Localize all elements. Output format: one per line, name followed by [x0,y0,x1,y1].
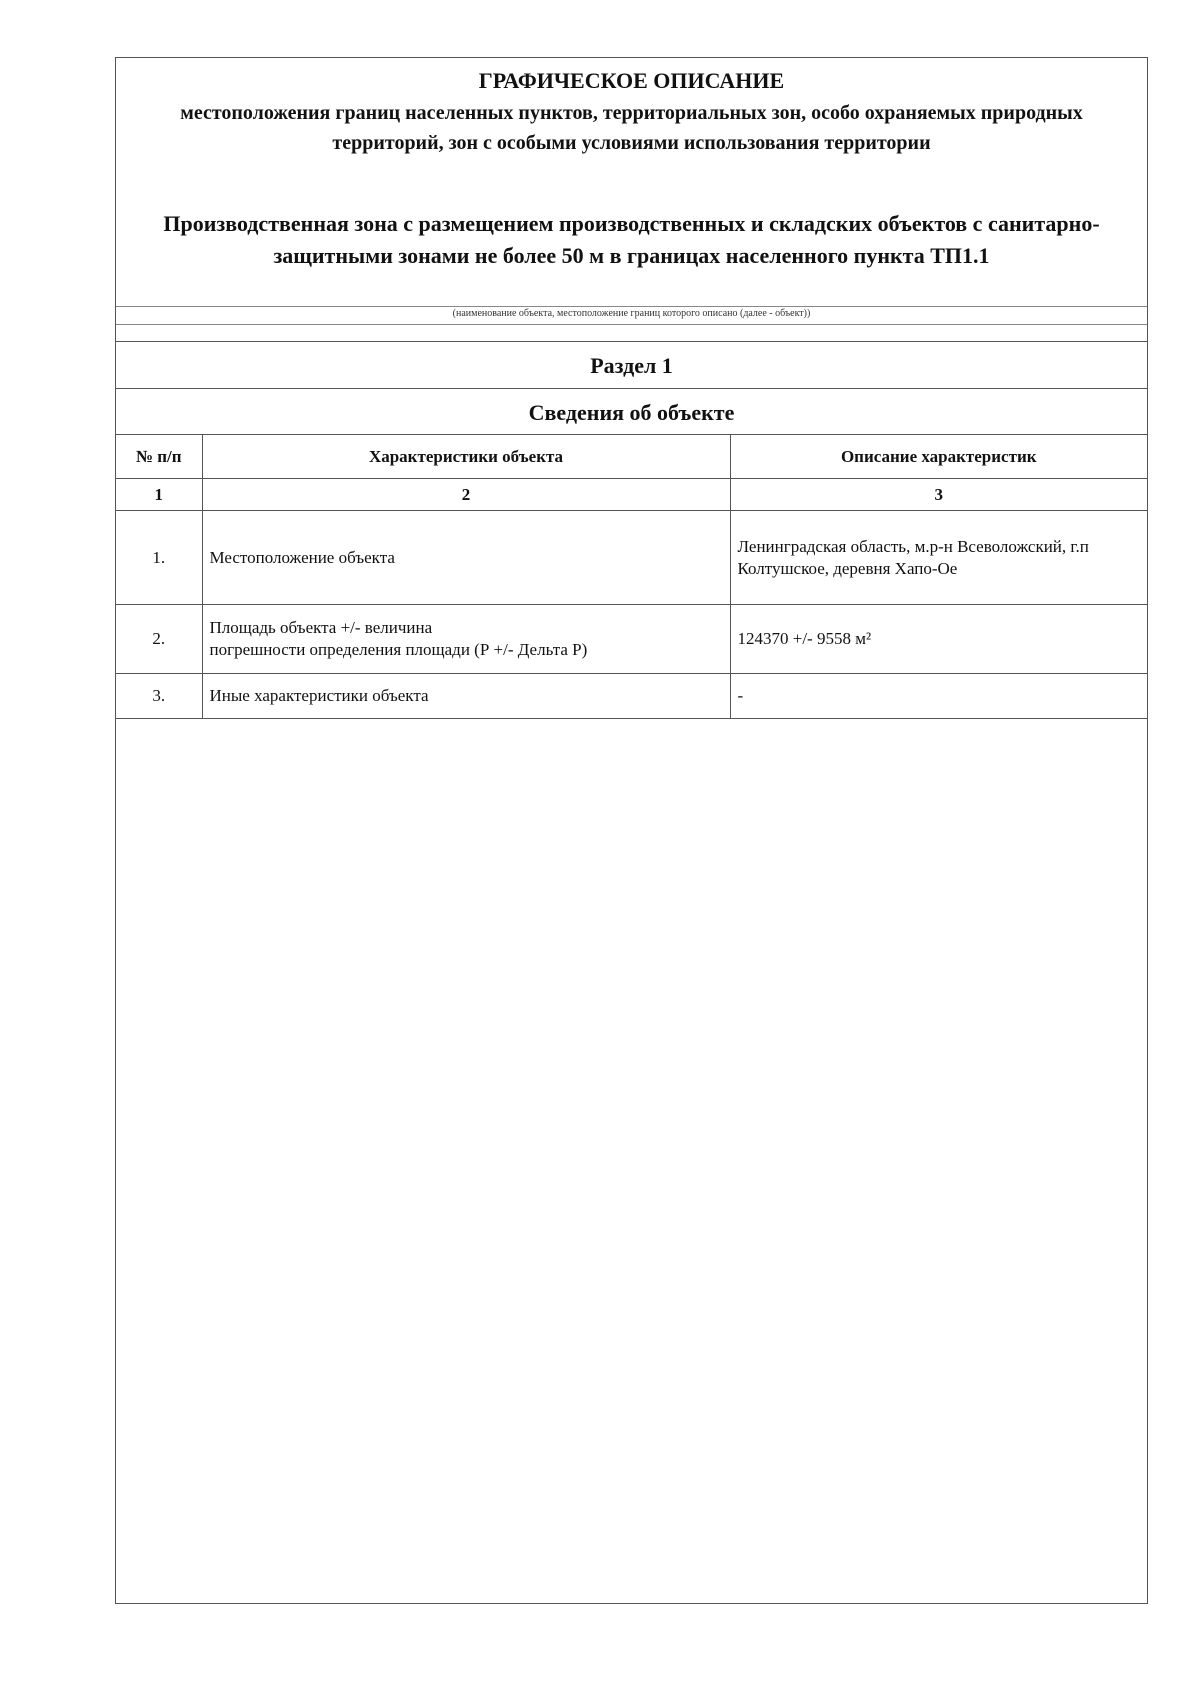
column-number: 1 [116,479,202,511]
document-title: ГРАФИЧЕСКОЕ ОПИСАНИЕ [478,68,785,93]
table-row [116,674,1147,719]
object-name-caption: (наименование объекта, местоположение границ которого описано (далее - объект)) [452,308,811,319]
row-number: 2. [116,605,202,674]
section-title: Сведения об объекте [528,400,735,425]
row-characteristic: Местоположение объекта [202,511,730,605]
caption-top-rule [116,306,1147,307]
table-row [116,605,1147,674]
column-header-number: № п/п [116,435,202,479]
section-top-rule [116,341,1147,342]
document-frame [115,57,1148,1604]
caption-bottom-rule [116,324,1147,325]
column-header-characteristic: Характеристики объекта [202,435,730,479]
row-description: - [730,674,1147,719]
object-name: Производственная зона с размещением производственных и складских объектов с санитарно-защитными зонами не более 50 м в границах населенного пункта ТП1.1 [163,211,1100,268]
table-header-row [116,435,1147,479]
row-characteristic: Иные характеристики объекта [202,674,730,719]
row-characteristic-line: Площадь объекта +/- величина [209,618,433,637]
row-characteristic-line: погрешности определения площади (Р +/- Дельта Р) [209,640,588,659]
document-subtitle: местоположения границ населенных пунктов, территориальных зон, особо охраняемых природных территорий, зон с особыми условиями использования территории [180,102,1083,154]
section-number: Раздел 1 [590,353,673,378]
row-characteristic [202,605,730,674]
row-number: 1. [116,511,202,605]
row-description: Ленинградская область, м.р-н Всеволожский, г.п Колтушское, деревня Хапо-Ое [730,511,1147,605]
table-row [116,511,1147,605]
column-numbers-row [116,479,1147,511]
row-description: 124370 +/- 9558 м² [730,605,1147,674]
column-header-description: Описание характеристик [730,435,1147,479]
section-divider [116,388,1147,389]
column-number: 2 [202,479,730,511]
object-info-table [116,434,1147,719]
document-header [116,58,1147,308]
column-number: 3 [730,479,1147,511]
row-number: 3. [116,674,202,719]
